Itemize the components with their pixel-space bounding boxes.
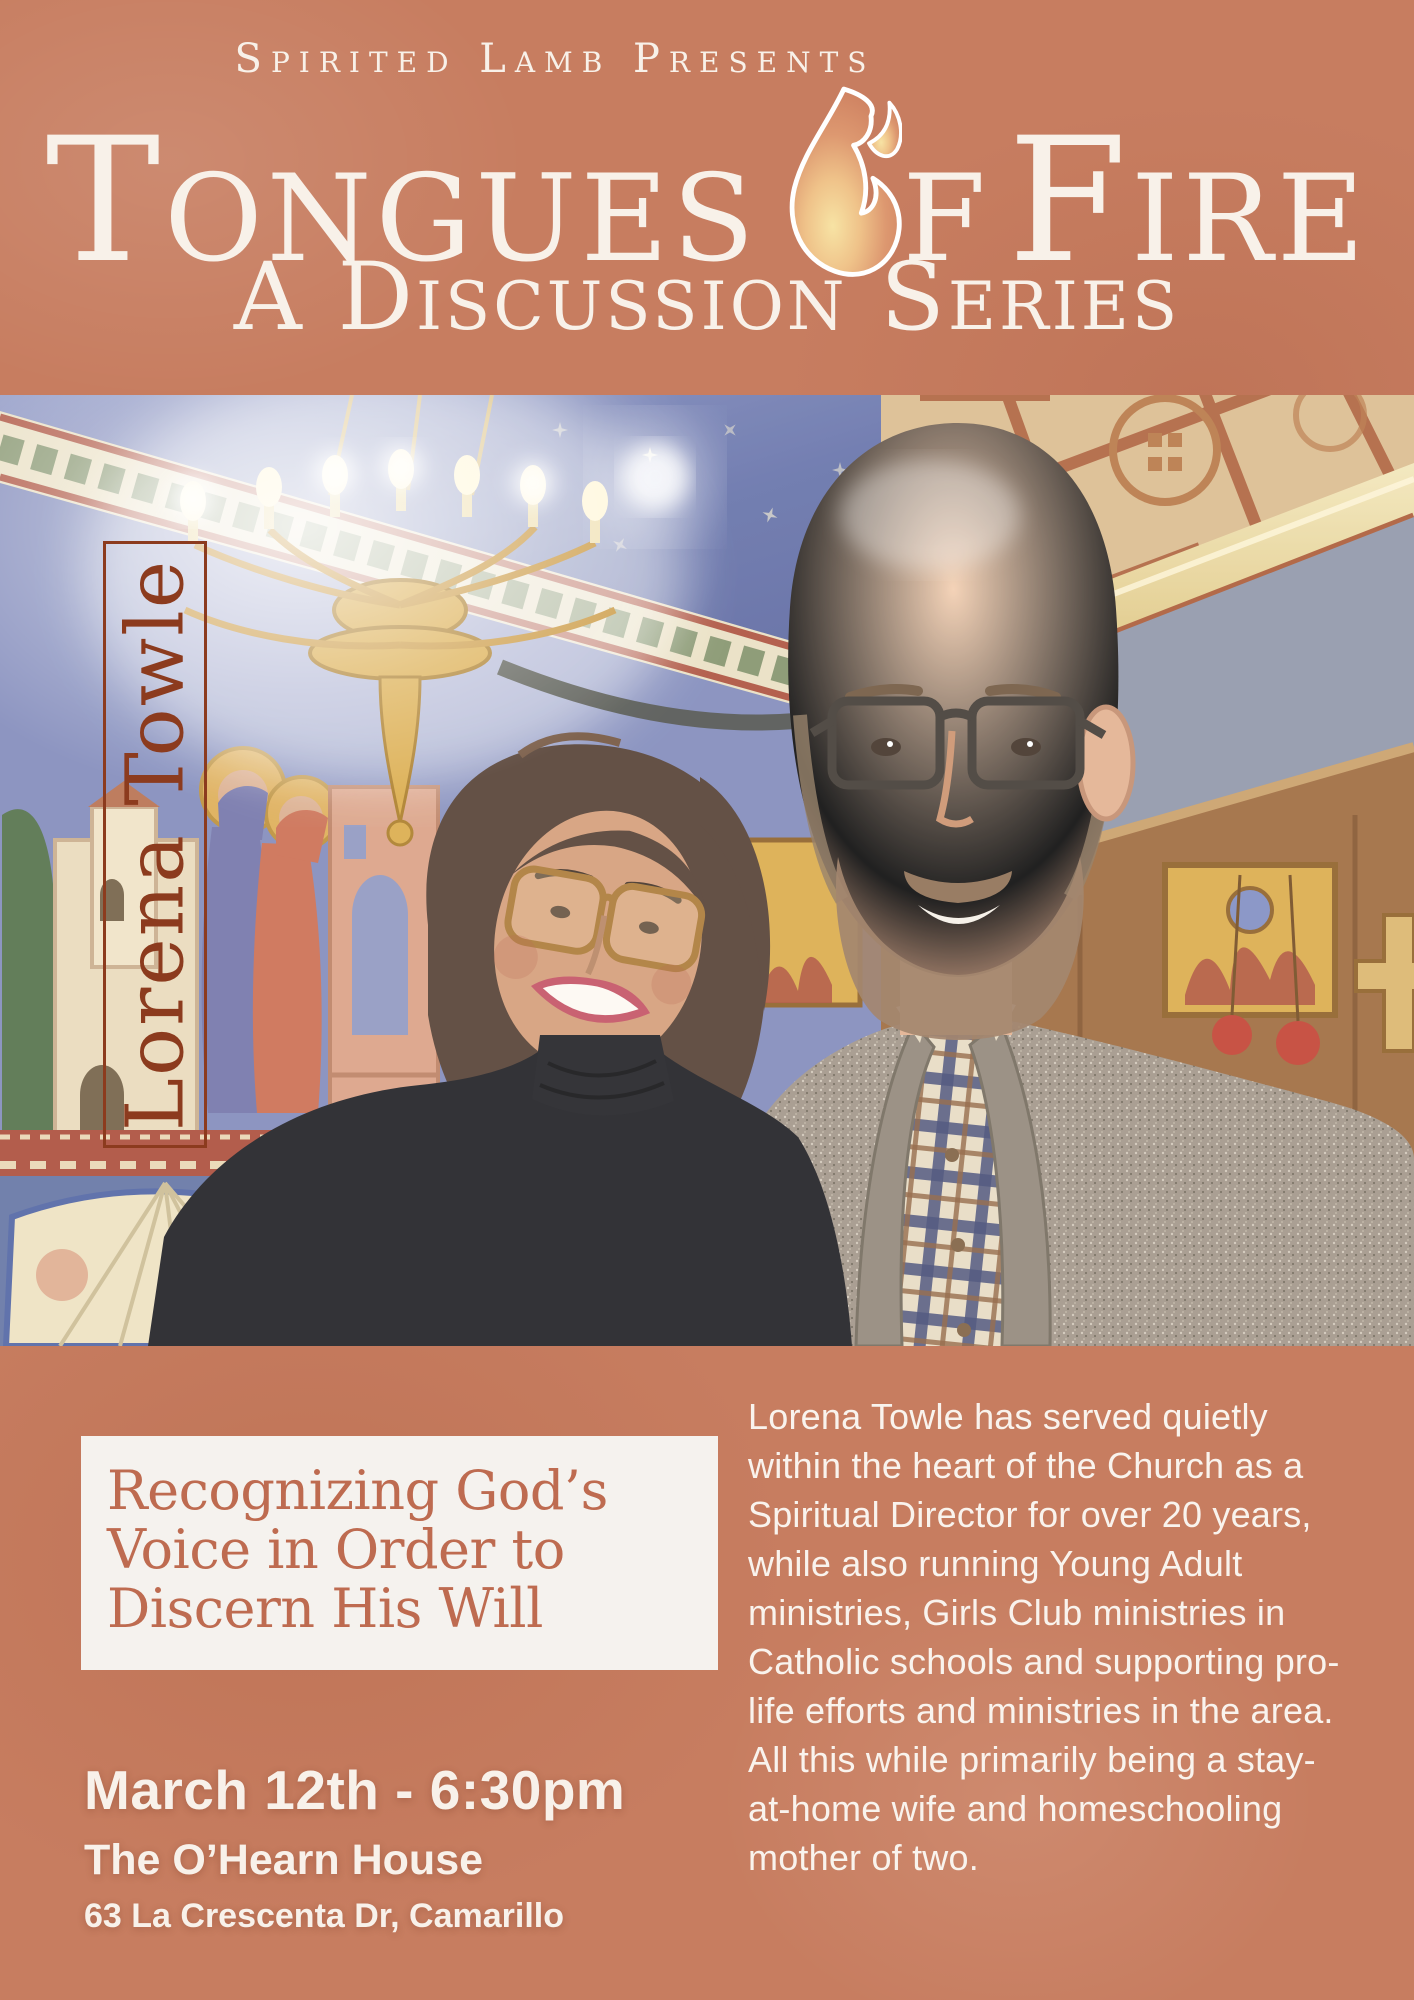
speaker-name: Lorena Towle bbox=[108, 558, 202, 1131]
talk-title: Recognizing God’s Voice in Order to Discern His Will bbox=[107, 1459, 608, 1640]
event-datetime: March 12th - 6:30pm bbox=[84, 1759, 626, 1821]
speaker-bio: Lorena Towle has served quietly within the heart of the Church as a Spiritual Director for over 20 years, while also running Young Adult ministries, Girls Club ministries in Catholic schools and supporting pro-life efforts and ministries in the area. All this while primarily being a stay-at-home wife and homeschooling mother of two. bbox=[748, 1396, 1340, 1878]
event-address: 63 La Crescenta Dr, Camarillo bbox=[84, 1897, 565, 1935]
event-details bbox=[84, 1758, 625, 1936]
church-photo bbox=[0, 395, 1414, 1346]
title-word-tongues: Tongues bbox=[45, 100, 759, 301]
subtitle: A Discussion Series bbox=[233, 243, 1181, 352]
title-word-fire: Fire bbox=[1007, 100, 1369, 301]
event-venue: The O’Hearn House bbox=[84, 1836, 484, 1884]
talk-title-box bbox=[81, 1436, 718, 1670]
title-letter-f: f bbox=[902, 100, 990, 301]
presents-line: Spirited Lamb Presents bbox=[234, 36, 876, 82]
speaker-name-tag bbox=[103, 541, 207, 1148]
